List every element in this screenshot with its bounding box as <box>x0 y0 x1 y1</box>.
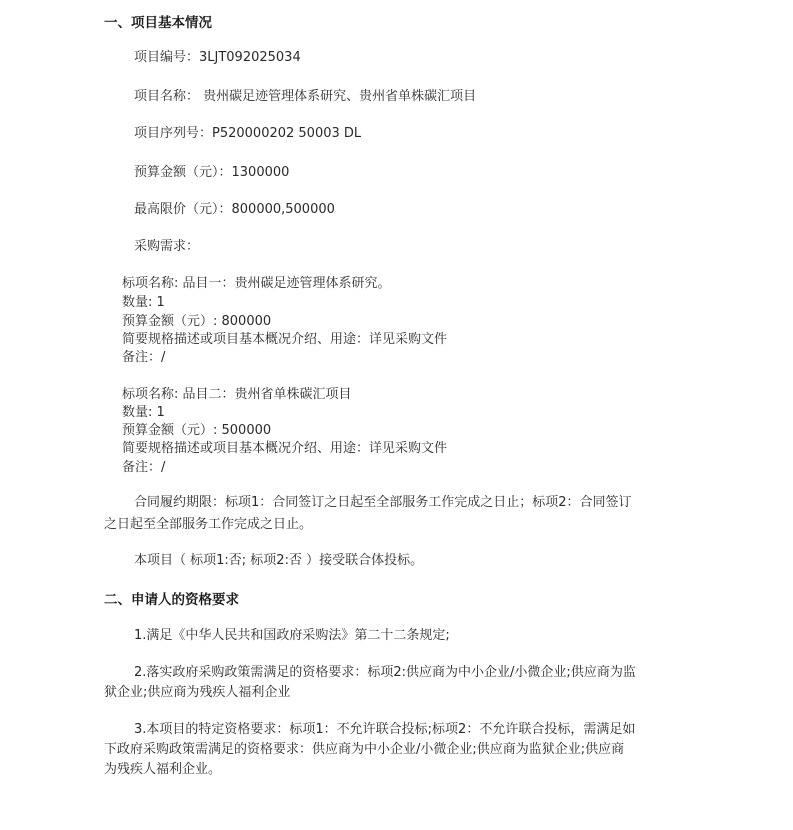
lot-budget: 预算金额（元）: 500000 <box>122 423 272 438</box>
section2-heading: 二、申请人的资格要求 <box>104 592 239 608</box>
requirement-2-line2: 狱企业;供应商为残疾人福利企业 <box>104 685 291 700</box>
requirement-1: 1.满足《中华人民共和国政府采购法》第二十二条规定; <box>134 628 450 643</box>
requirement-3-line1: 3.本项目的特定资格要求：标项1：不允许联合投标;标项2：不允许联合投标，需满足如 <box>134 722 636 737</box>
project-number: 项目编号：3LJT092025034 <box>134 50 301 65</box>
lot-qty: 数量: 1 <box>122 295 165 310</box>
lot-qty: 数量: 1 <box>122 405 165 420</box>
lot-note: 备注：/ <box>122 460 166 475</box>
project-name: 项目名称： 贵州碳足迹管理体系研究、贵州省单株碳汇项目 <box>134 89 477 104</box>
section1-heading: 一、项目基本情况 <box>104 15 212 31</box>
contract-period-line1: 合同履约期限：标项1：合同签订之日起至全部服务工作完成之日止；标项2：合同签订 <box>134 495 632 510</box>
lot-name: 标项名称: 品目一：贵州碳足迹管理体系研究。 <box>122 276 391 291</box>
lot-budget: 预算金额（元）: 800000 <box>122 314 272 329</box>
max-price: 最高限价（元）：800000,500000 <box>134 202 335 217</box>
contract-period-line2: 之日起至全部服务工作完成之日止。 <box>104 517 313 532</box>
lot-desc: 简要规格描述或项目基本概况介绍、用途：详见采购文件 <box>122 332 448 347</box>
budget-amount: 预算金额（元）：1300000 <box>134 165 290 180</box>
requirement-3-line3: 为残疾人福利企业。 <box>104 762 222 777</box>
lot-desc: 简要规格描述或项目基本概况介绍、用途：详见采购文件 <box>122 441 448 456</box>
requirement-2-line1: 2.落实政府采购政策需满足的资格要求：标项2:供应商为中小企业/小微企业;供应商为监 <box>134 665 636 680</box>
lot-note: 备注：/ <box>122 350 166 365</box>
lot-name: 标项名称: 品目二：贵州省单株碳汇项目 <box>122 387 352 402</box>
consortium-bid: 本项目（ 标项1:否; 标项2:否 ）接受联合体投标。 <box>134 553 424 568</box>
requirement-3-line2: 下政府采购政策需满足的资格要求：供应商为中小企业/小微企业;供应商为监狱企业;供应商 <box>104 742 625 757</box>
demand-label: 采购需求： <box>134 239 200 254</box>
project-sequence: 项目序列号：P520000202 50003 DL <box>134 126 362 141</box>
